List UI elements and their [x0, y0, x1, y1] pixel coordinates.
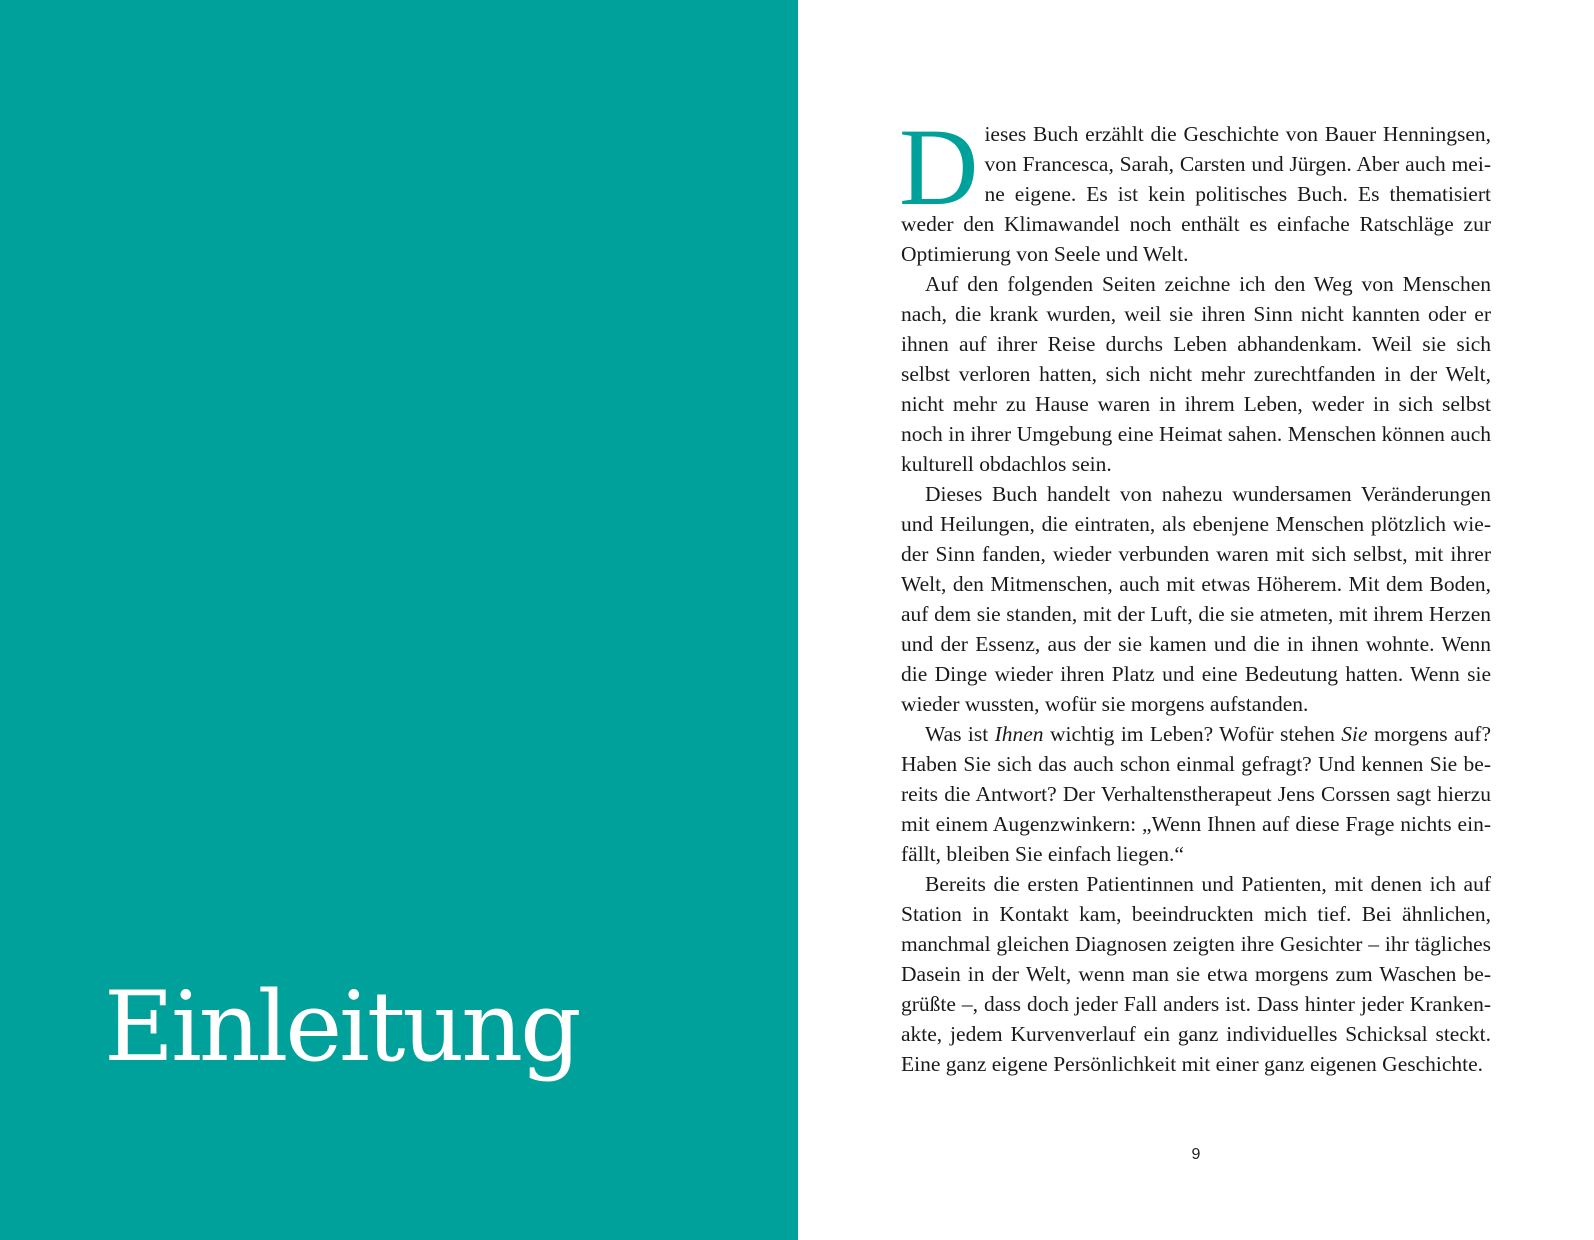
text-run: ieses Buch erzählt die Geschichte von Bauer Henningsen, von Francesca, Sarah, Carsten und Jürgen. Aber auch meine eigene. Es ist kein politisches Buch. Es thematisiert weder den Klimawandel noch enthält es einfache Ratschläge zur Optimierung von Seele und Welt. [901, 122, 1491, 266]
text-run: Bereits die ersten Patientinnen und Patienten, mit denen ich auf Station in Kontakt kam, beeindruckten mich tief. Bei ähnlichen, manchmal gleichen Diagnosen zeigten ihre Gesichter – ihr tägliches Dasein in der Welt, wenn man sie etwa morgens zum Waschen begrüßte –, dass doch jeder Fall anders ist. Dass hinter jeder Krankenakte, jedem Kurvenverlauf ein ganz individuelles Schicksal steckt. Eine ganz eigene Persönlichkeit mit einer ganz eigenen Geschichte. [901, 872, 1491, 1076]
text-run: Auf den folgenden Seiten zeichne ich den Weg von Menschen nach, die krank wurden, weil sie ihren Sinn nicht kannten oder er ihnen auf ihrer Reise durchs Leben abhandenkam. Weil sie sich selbst verloren hatten, sich nicht mehr zurechtfanden in der Welt, nicht mehr zu Hause waren in ihrem Leben, weder in sich selbst noch in ihrer Umgebung eine Heimat sahen. Menschen können auch kulturell obdachlos sein. [901, 272, 1491, 476]
drop-cap: D [899, 106, 979, 228]
emphasized-text: Ihnen [994, 722, 1044, 746]
paragraph [901, 269, 1491, 479]
text-run: Was ist [925, 722, 995, 746]
emphasized-text: Sie [1341, 722, 1368, 746]
text-run: wichtig im Leben? Wofür stehen [1043, 722, 1342, 746]
paragraph [901, 719, 1491, 869]
page-number: 9 [1191, 1146, 1201, 1163]
paragraph [901, 869, 1491, 1079]
text-page [798, 0, 1594, 1240]
chapter-title: Einleitung [104, 971, 579, 1083]
paragraph [901, 479, 1491, 719]
paragraph [899, 106, 1491, 269]
text-run: Dieses Buch handelt von nahezu wundersamen Veränderungen und Heilungen, die eintraten, als ebenjene Menschen plötzlich wieder Sinn fanden, wieder verbunden waren mit sich selbst, mit ihrer Welt, den Mitmenschen, auch mit etwas Höherem. Mit dem Boden, auf dem sie standen, mit der Luft, die sie atmeten, mit ihrem Herzen und der Essenz, aus der sie kamen und die in ihnen wohnte. Wenn die Dinge wieder ihren Platz und eine Bedeutung hatten. Wenn sie wieder wussten, wofür sie morgens aufstanden. [901, 482, 1491, 716]
text-run: morgens auf? Haben Sie sich das auch schon einmal gefragt? Und kennen Sie bereits die Antwort? Der Verhaltenstherapeut Jens Corssen sagt hierzu mit einem Augenzwinkern: „Wenn Ihnen auf diese Frage nichts einfällt, bleiben Sie einfach liegen.“ [901, 722, 1491, 866]
body-text [899, 106, 1491, 1079]
